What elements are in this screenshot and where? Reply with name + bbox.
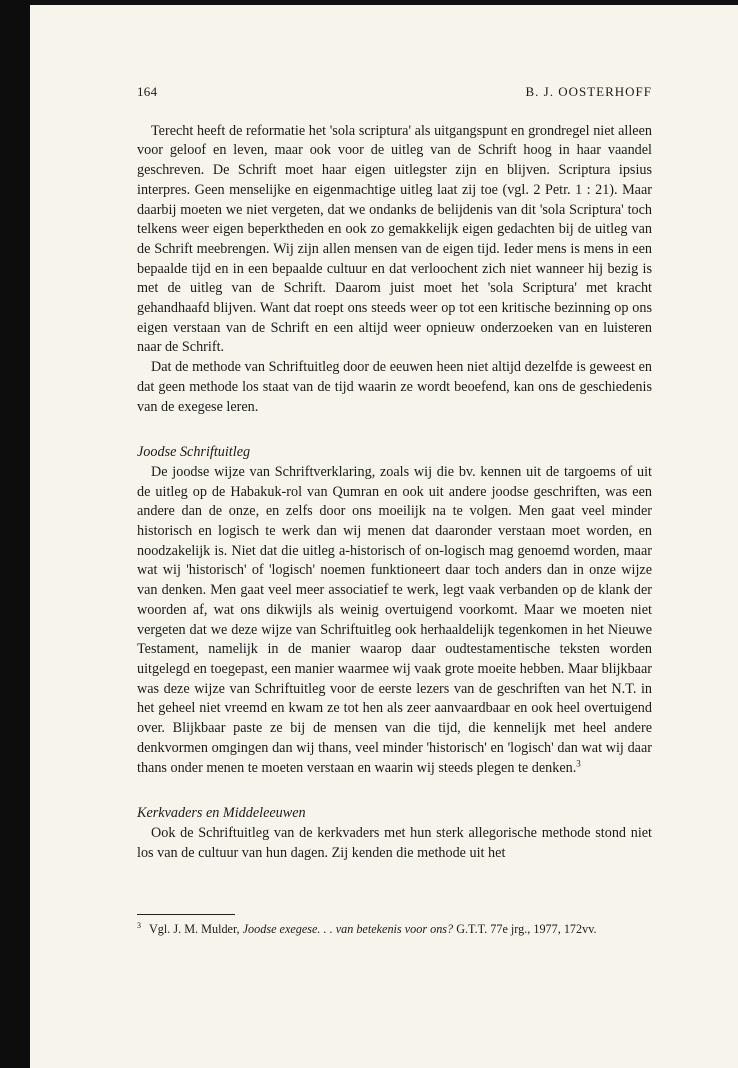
footnote-number: 3 [137,920,141,930]
page-number: 164 [137,84,158,99]
paragraph: Dat de methode van Schriftuitleg door de eeuwen heen niet altijd dezelfde is geweest en dat geen methode los staat van de tijd waarin ze wordt beoefend, kan ons de geschiedenis van de exegese leren. [137,359,652,415]
section-heading: Kerkvaders en Middeleeuwen [137,805,306,822]
running-author: B. J. OOSTERHOFF [525,84,652,99]
running-header [137,82,652,102]
scan-left-border [0,0,30,1068]
footnote-text-pre: Vgl. J. M. Mulder, [149,922,243,936]
paragraph-text: De joodse wijze van Schriftverklaring, zoals wij die bv. kennen uit de targoems of uit de uitleg op de Habakuk-rol van Qumran en ook uit andere joodse geschriften, was een andere dan de onze, en zelfs door ons moeilijk na te volgen. Men gaat veel minder historisch en logisch te werk dan wij menen dat daaronder verstaan moet worden, en noodzakelijk is. Niet dat die uitleg a-historisch of on-logisch mag genoemd worden, maar wat wij 'historisch' of 'logisch' noemen funktioneert daar toch anders dan in onze wijze van denken. Men gaat veel meer associatief te werk, legt vaak verbanden op de klank der woorden af, wat ons dikwijls als weinig overtuigend voorkomt. Maar we moeten niet vergeten dat we deze wijze van Schriftuitleg ook herhaaldelijk tegenkomen in het Nieuwe Testament, namelijk in de manier waarop daar oudtestamentische teksten worden uitgelegd en toegepast, een manier waarmee wij vaak grote moeite hebben. Maar blijkbaar was deze wijze van Schriftuitleg voor de eerste lezers van de geschriften van het N.T. in het geheel niet vreemd en kwam ze tot hen als zeer aanvaardbaar en ook heel overtuigend over. Blijkbaar paste ze bij de mensen van die tijd, die kennelijk met heel andere denkvormen omgingen dan wij thans, veel minder 'historisch' en 'logisch' dan wat wij daar thans onder menen te moeten verstaan en waarin wij steeds plegen te denken. [137,463,652,776]
page-body [137,82,652,863]
footnote-divider [137,914,235,915]
footnote [137,921,662,937]
footnote-text-post: G.T.T. 77e jrg., 1977, 172vv. [453,922,597,936]
scan-top-border [0,0,738,5]
paragraph: Terecht heeft de reformatie het 'sola scriptura' als uitgangspunt en grondregel niet alleen voor geloof en leven, maar ook voor de uitleg van de Schrift hoog in haar vaandel geschreven. De Schrift moet haar eigen uitlegster zijn en blijven. Scriptura ipsius interpres. Geen menselijke en eigenmachtige uitleg laat zij toe (vgl. 2 Petr. 1 : 21). Maar daarbij moeten we niet vergeten, dat we ondanks de belijdenis van dit 'sola Scriptura' toch telkens weer eigen beperktheden en ook zo gemakkelijk eigen gedachten bij de uitleg van de Schrift meebrengen. Wij zijn allen mensen van de eigen tijd. Ieder mens is mens in een bepaalde tijd en in een bepaalde cultuur en dat verloochent zich niet wanneer hij bezig is met de uitleg van de Schrift. Daarom juist moet het 'sola Scriptura' met kracht gehandhaafd blijven. Want dat roept ons steeds weer op tot een kritische bezinning op ons eigen verstaan van de Schrift en een altijd weer opnieuw onderzoeken van en luisteren naar de Schrift. [137,122,652,356]
footnote-reference[interactable]: 3 [576,757,581,768]
footnote-title: Joodse exegese. . . van betekenis voor ons? [242,922,454,936]
section-heading: Joodse Schriftuitleg [137,444,251,461]
paragraph: Ook de Schriftuitleg van de kerkvaders met hun sterk allegorische methode stond niet los van de cultuur van hun dagen. Zij kenden die methode uit het [137,824,652,861]
paragraph [137,463,652,778]
